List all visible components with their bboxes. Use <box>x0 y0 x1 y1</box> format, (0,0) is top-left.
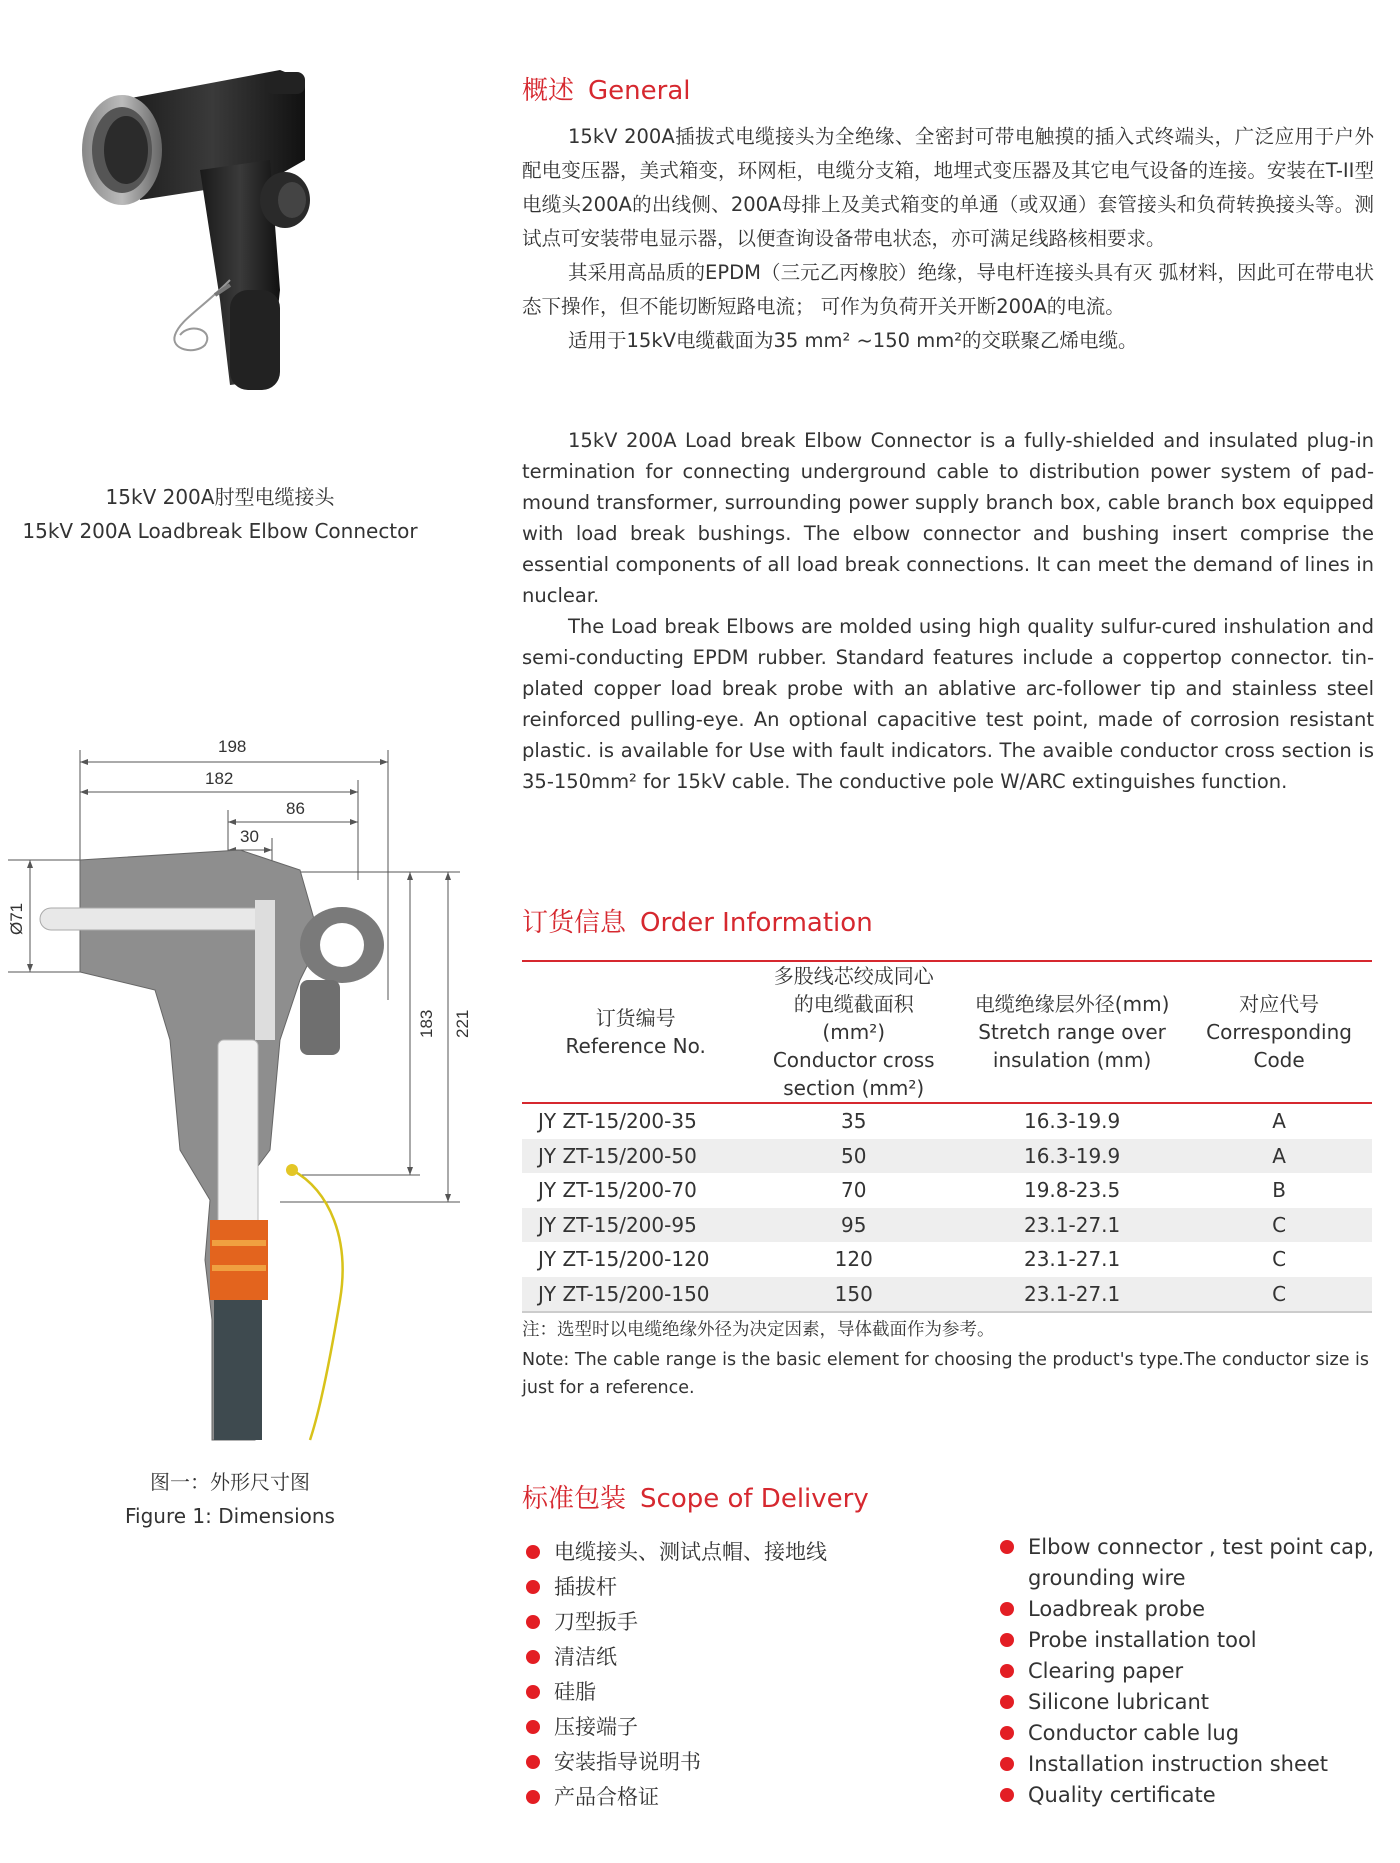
cell-section: 150 <box>749 1277 958 1313</box>
order-note-en: Note: The cable range is the basic element for choosing the product's type.The conductor size is just for a reference. <box>522 1350 1370 1398</box>
list-item-label: Conductor cable lug <box>1028 1721 1240 1745</box>
bullet-icon <box>1000 1664 1014 1678</box>
list-item <box>526 1640 946 1675</box>
general-en-p2: The Load break Elbows are molded using high quality sulfur-cured inshulation and semi-conducting EPDM rubber. Standard features include a coppertop connector. tin-plated copper load break probe with an ablative arc-follower tip and stainless steel reinforced pulling-eye. An optional capacitive test point, made of corrosion resistant plastic. is available for Use with fault indicators. The avaible conductor cross section is 35-150mm² for 15kV cable. The conductive pole W/ARC extinguishes function. <box>522 615 1374 793</box>
cell-section: 50 <box>749 1139 958 1174</box>
delivery-list-cn <box>526 1535 946 1815</box>
header-reference <box>522 961 749 1103</box>
table-row <box>522 1208 1372 1243</box>
cell-ref: JY ZT-15/200-70 <box>538 1178 697 1203</box>
header-section-en: Conductor cross section (mm²) <box>772 1048 935 1100</box>
delivery-title <box>522 1478 883 1515</box>
list-item-label: Elbow connector , test point cap, grounding wire <box>1028 1535 1375 1590</box>
cell-range: 19.8-23.5 <box>1023 1178 1121 1203</box>
list-item-label: 清洁纸 <box>554 1645 617 1669</box>
header-code-en: Corresponding Code <box>1206 1020 1352 1072</box>
cell-section: 70 <box>840 1178 867 1203</box>
dim-221: 221 <box>453 1009 472 1038</box>
list-item <box>526 1570 946 1605</box>
list-item <box>1000 1780 1380 1811</box>
cell-section: 120 <box>834 1247 873 1272</box>
dim-182: 182 <box>205 769 234 788</box>
header-section-cn: 多股线芯绞成同心的电缆截面积(mm²) <box>773 964 934 1044</box>
header-reference-cn: 订货编号 <box>595 1006 676 1030</box>
cell-range: 16.3-19.9 <box>1023 1109 1121 1134</box>
cell-code: A <box>1186 1139 1372 1174</box>
header-range-en: Stretch range over insulation (mm) <box>978 1020 1166 1072</box>
bullet-icon <box>1000 1633 1014 1647</box>
list-item <box>1000 1656 1380 1687</box>
list-item <box>1000 1625 1380 1656</box>
cell-range: 23.1-27.1 <box>958 1208 1186 1243</box>
general-cn-text <box>522 120 1374 358</box>
list-item-label: Quality certificate <box>1028 1783 1216 1807</box>
bullet-icon <box>1000 1726 1014 1740</box>
bullet-icon <box>526 1615 540 1629</box>
list-item-label: 电缆接头、测试点帽、接地线 <box>554 1540 827 1564</box>
list-item <box>526 1745 946 1780</box>
general-en-p1: 15kV 200A Load break Elbow Connector is a fully-shielded and insulated plug-in termination for connecting underground cable to distribution power system of pad-mound transformer, surrounding power supply branch box, cable branch box equipped with load break bushings. The elbow connector and bushing insert comprise the essential components of all load break connections. It can meet the demand of lines in nuclear. <box>522 429 1374 607</box>
cell-range: 16.3-19.9 <box>958 1139 1186 1174</box>
bullet-icon <box>1000 1757 1014 1771</box>
list-item-label: 压接端子 <box>554 1715 638 1739</box>
bullet-icon <box>526 1755 540 1769</box>
general-title-cn: 概述 <box>522 76 575 106</box>
product-caption <box>0 480 440 548</box>
header-code <box>1186 961 1372 1103</box>
order-title-cn: 订货信息 <box>522 908 627 938</box>
cell-range: 23.1-27.1 <box>1023 1247 1121 1272</box>
general-cn-p3: 适用于15kV电缆截面为35 mm² ~150 mm²的交联聚乙烯电缆。 <box>568 329 1138 352</box>
list-item <box>1000 1594 1380 1625</box>
list-item <box>1000 1718 1380 1749</box>
bullet-icon <box>526 1545 540 1559</box>
list-item <box>1000 1749 1380 1780</box>
general-cn-p1: 15kV 200A插拔式电缆接头为全绝缘、全密封可带电触摸的插入式终端头，广泛应用于户外配电变压器，美式箱变，环网柜，电缆分支箱，地埋式变压器及其它电气设备的连接。安装在T-II型电缆头200A的出线侧、200A母排上及美式箱变的单通（或双通）套管接头和负荷转换接头等。测试点可安装带电显示器，以便查询设备带电状态，亦可满足线路核相要求。 <box>522 125 1374 250</box>
cell-ref: JY ZT-15/200-95 <box>522 1208 749 1243</box>
cell-ref: JY ZT-15/200-50 <box>522 1139 749 1174</box>
bullet-icon <box>1000 1695 1014 1709</box>
cell-code: C <box>1186 1208 1372 1243</box>
header-section <box>749 961 958 1103</box>
order-note-cn: 注：选型时以电缆绝缘外径为决定因素，导体截面作为参考。 <box>522 1320 995 1340</box>
bullet-icon <box>526 1580 540 1594</box>
order-table-header <box>522 961 1372 1103</box>
list-item-label: 产品合格证 <box>554 1785 659 1809</box>
cell-ref: JY ZT-15/200-120 <box>538 1247 710 1272</box>
list-item <box>1000 1687 1380 1718</box>
bullet-icon <box>526 1685 540 1699</box>
general-title-en: General <box>588 76 691 106</box>
product-caption-cn: 15kV 200A肘型电缆接头 <box>105 485 335 509</box>
list-item <box>526 1535 946 1570</box>
product-photo <box>80 60 380 440</box>
cell-range: 23.1-27.1 <box>958 1277 1186 1313</box>
header-code-cn: 对应代号 <box>1239 992 1320 1016</box>
cell-ref: JY ZT-15/200-150 <box>522 1277 749 1313</box>
cell-code: A <box>1272 1109 1286 1134</box>
cell-code: C <box>1186 1277 1372 1313</box>
figure-caption-cn: 图一：外形尺寸图 <box>150 1470 310 1494</box>
table-row <box>522 1173 1372 1208</box>
table-row <box>522 1139 1372 1174</box>
general-en-text <box>522 425 1374 797</box>
delivery-title-cn: 标准包装 <box>522 1484 627 1514</box>
dim-30: 30 <box>240 827 259 846</box>
header-reference-en: Reference No. <box>565 1034 706 1058</box>
list-item-label: Installation instruction sheet <box>1028 1752 1329 1776</box>
order-title <box>522 902 887 939</box>
bullet-icon <box>1000 1788 1014 1802</box>
cell-section: 35 <box>840 1109 867 1134</box>
general-cn-p2: 其采用高品质的EPDM（三元乙丙橡胶）绝缘，导电杆连接头具有灭 弧材料，因此可在带电状态下操作，但不能切断短路电流； 可作为负荷开关开断200A的电流。 <box>522 261 1374 318</box>
dim-183: 183 <box>417 1009 436 1038</box>
list-item-label: Loadbreak probe <box>1028 1597 1206 1621</box>
figure-caption <box>80 1465 380 1533</box>
header-range <box>958 961 1186 1103</box>
list-item-label: Clearing paper <box>1028 1659 1184 1683</box>
order-table <box>522 960 1372 1313</box>
dimension-drawing <box>0 720 480 1450</box>
delivery-list-en <box>1000 1532 1380 1811</box>
bullet-icon <box>526 1720 540 1734</box>
bullet-icon <box>1000 1540 1014 1554</box>
table-row <box>522 1242 1372 1277</box>
dim-71: Ø71 <box>7 902 26 935</box>
general-title <box>522 70 704 107</box>
list-item <box>526 1710 946 1745</box>
cell-code: B <box>1272 1178 1286 1203</box>
list-item-label: 安装指导说明书 <box>554 1750 701 1774</box>
list-item <box>1000 1532 1380 1594</box>
cell-section: 95 <box>749 1208 958 1243</box>
list-item <box>526 1780 946 1815</box>
header-range-cn: 电缆绝缘层外径(mm) <box>974 992 1170 1016</box>
list-item <box>526 1605 946 1640</box>
cell-code: C <box>1272 1247 1287 1272</box>
list-item-label: 刀型扳手 <box>554 1610 638 1634</box>
product-caption-en: 15kV 200A Loadbreak Elbow Connector <box>22 519 418 543</box>
dim-198: 198 <box>218 737 247 756</box>
list-item-label: 插拔杆 <box>554 1575 617 1599</box>
delivery-title-en: Scope of Delivery <box>640 1484 869 1514</box>
list-item-label: Silicone lubricant <box>1028 1690 1210 1714</box>
table-row <box>522 1103 1372 1139</box>
list-item-label: 硅脂 <box>554 1680 596 1704</box>
cell-ref: JY ZT-15/200-35 <box>538 1109 697 1134</box>
table-row <box>522 1277 1372 1313</box>
figure-caption-en: Figure 1: Dimensions <box>125 1504 335 1528</box>
list-item-label: Probe installation tool <box>1028 1628 1257 1652</box>
list-item <box>526 1675 946 1710</box>
bullet-icon <box>526 1650 540 1664</box>
bullet-icon <box>1000 1602 1014 1616</box>
dim-86: 86 <box>286 799 305 818</box>
order-title-en: Order Information <box>640 908 873 938</box>
bullet-icon <box>526 1790 540 1804</box>
